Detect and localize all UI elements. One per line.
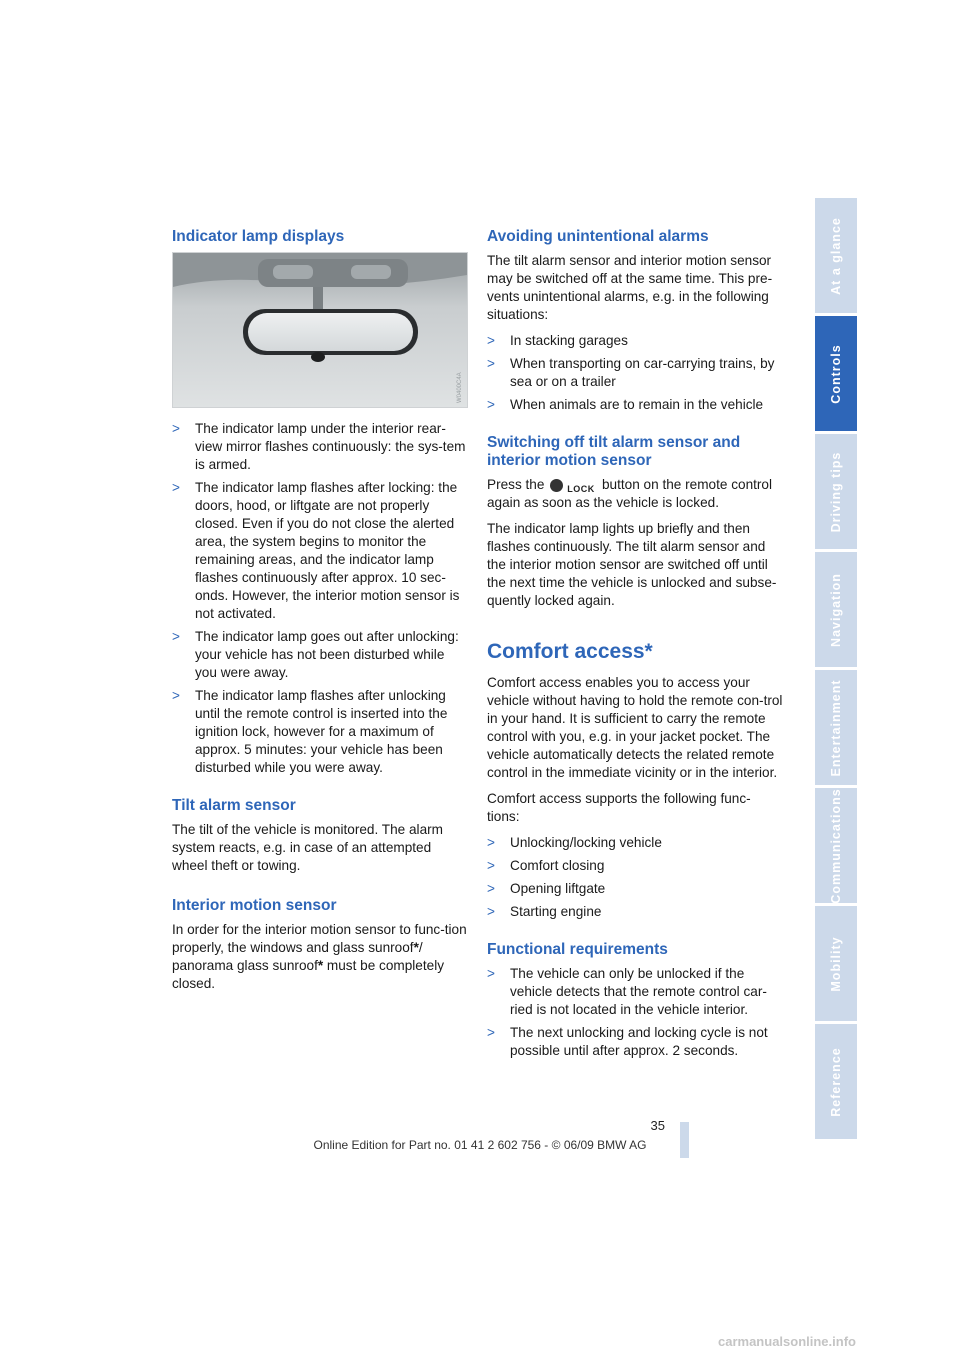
switch-off-text — [487, 476, 783, 512]
list-item — [172, 420, 468, 474]
motion-text-part: must be completely closed. — [172, 958, 445, 991]
figure-code: W0400C4A — [457, 372, 463, 403]
watermark: carmanualsonline.info — [718, 1334, 856, 1349]
list-item — [487, 332, 783, 350]
list-item — [172, 628, 468, 682]
bullet-marker: > — [487, 333, 495, 348]
switch-text-part: button on the remote control again as soon as the vehicle is locked. — [487, 477, 773, 510]
list-item-text: The indicator lamp goes out after unlocking: your vehicle has not been disturbed while you were away. — [195, 629, 459, 680]
tab-navigation[interactable] — [815, 552, 857, 667]
tab-label: Communications — [829, 787, 843, 904]
list-item — [487, 355, 783, 391]
avoid-alarms-heading: Avoiding unintentional alarms — [487, 228, 709, 245]
optional-star-2: * — [317, 958, 324, 973]
left-column — [172, 228, 468, 1001]
bullet-marker: > — [172, 480, 180, 495]
list-item-text: In stacking garages — [510, 333, 628, 348]
tab-driving-tips[interactable] — [815, 434, 857, 549]
functional-requirements-heading: Functional requirements — [487, 941, 668, 958]
motion-text-part: / panorama glass sunroof — [172, 940, 423, 973]
bullet-marker: > — [487, 858, 495, 873]
lock-button-icon — [550, 478, 596, 493]
tab-communications[interactable] — [815, 788, 857, 903]
bullet-marker: > — [487, 881, 495, 896]
tab-label: Reference — [829, 1046, 843, 1117]
indicator-lamp-list — [172, 420, 468, 777]
motion-sensor-heading: Interior motion sensor — [172, 897, 337, 914]
bullet-marker: > — [487, 397, 495, 412]
bullet-marker: > — [172, 688, 180, 703]
optional-star-1: * — [413, 940, 419, 955]
bullet-marker: > — [487, 904, 495, 919]
tab-entertainment[interactable] — [815, 670, 857, 785]
list-item-text: The indicator lamp flashes after unlocking until the remote control is inserted into the ignition lock, however for a maximum of approx. 5 minutes: your vehicle has been disturbed while you were away. — [195, 688, 448, 775]
avoid-alarms-list — [487, 332, 783, 414]
list-item-text: Comfort closing — [510, 858, 605, 873]
list-item — [487, 965, 783, 1019]
avoid-alarms-text: The tilt alarm sensor and interior motion sensor may be switched off at the same time. This pre-vents unintentional alarms, e.g. in the following situations: — [487, 253, 773, 322]
comfort-access-list — [487, 834, 783, 921]
bullet-marker: > — [487, 356, 495, 371]
bullet-marker: > — [487, 835, 495, 850]
tab-mobility[interactable] — [815, 906, 857, 1021]
list-item — [487, 834, 783, 852]
list-item-text: The vehicle can only be unlocked if the vehicle detects that the remote control car-ried is not located in the vehicle interior. — [510, 966, 767, 1017]
page-number: 35 — [650, 1118, 665, 1133]
list-item — [487, 903, 783, 921]
motion-text-part: In order for the interior motion sensor to func-tion properly, the windows and glass sunroof — [172, 922, 467, 955]
tab-label: Navigation — [829, 572, 843, 647]
list-item-text: The next unlocking and locking cycle is not possible until after approx. 2 seconds. — [510, 1025, 768, 1058]
bullet-marker: > — [487, 966, 495, 981]
list-item — [487, 1024, 783, 1060]
bullet-marker: > — [172, 629, 180, 644]
right-column — [487, 228, 783, 1066]
tilt-alarm-heading: Tilt alarm sensor — [172, 797, 296, 814]
mirror-illustration — [173, 253, 467, 407]
list-item-text: Starting engine — [510, 904, 602, 919]
remote-button-dot — [550, 479, 563, 492]
tab-label: Driving tips — [829, 451, 843, 532]
tab-label: Controls — [829, 343, 843, 404]
tab-label: Mobility — [829, 935, 843, 992]
tab-reference[interactable] — [815, 1024, 857, 1139]
list-item — [172, 479, 468, 623]
switch-text-part: Press the — [487, 477, 545, 492]
footer-edition-text: Online Edition for Part no. 01 41 2 602 756 - © 06/09 BMW AG — [313, 1138, 647, 1152]
list-item — [172, 687, 468, 777]
list-item — [487, 880, 783, 898]
lock-label: LOCK — [567, 483, 595, 494]
bullet-marker: > — [487, 1025, 495, 1040]
tab-controls[interactable] — [815, 316, 857, 431]
list-item-text: The indicator lamp flashes after locking: the doors, hood, or liftgate are not properly closed. Even if you do not close the alerted area, the system begins to monitor the remaining areas, and the indicator lamp flashes continuously after approx. 10 sec-onds. However, the interior motion sensor is not activated. — [195, 480, 460, 621]
tilt-alarm-text: The tilt of the vehicle is monitored. The alarm system reacts, e.g. in case of an attempted wheel theft or towing. — [172, 822, 443, 873]
comfort-access-text-1: Comfort access enables you to access your vehicle without having to hold the remote con-trol in your hand. It is sufficient to carry the remote control with you, e.g. in your jacket pocket. The vehicle automatically detects the related remote control in the immediate vicinity or in the interior. — [487, 675, 783, 780]
functional-requirements-list — [487, 965, 783, 1060]
comfort-access-text-2: Comfort access supports the following func-tions: — [487, 791, 751, 824]
bullet-marker: > — [172, 421, 180, 436]
list-item — [487, 857, 783, 875]
list-item-text: Opening liftgate — [510, 881, 606, 896]
indicator-lamp-heading: Indicator lamp displays — [172, 228, 345, 245]
switch-off-text-2: The indicator lamp lights up briefly and then flashes continuously. The tilt alarm sensor and the interior motion sensor are switched off until the next time the vehicle is unlocked and subse-quently locked again. — [487, 521, 777, 608]
motion-sensor-text — [172, 921, 468, 993]
list-item-text: When transporting on car-carrying trains, by sea or on a trailer — [510, 356, 775, 389]
rearview-mirror-image — [172, 252, 468, 408]
list-item — [487, 396, 783, 414]
tab-at-a-glance[interactable] — [815, 198, 857, 313]
section-sidebar — [815, 198, 857, 1142]
list-item-text: The indicator lamp under the interior rear-view mirror flashes continuously: the sys-tem is armed. — [195, 421, 466, 472]
list-item-text: When animals are to remain in the vehicle — [510, 397, 764, 412]
switch-off-heading: Switching off tilt alarm sensor and interior motion sensor — [487, 434, 741, 469]
tab-label: Entertainment — [829, 678, 843, 777]
comfort-access-heading: Comfort access* — [487, 640, 653, 663]
list-item-text: Unlocking/locking vehicle — [510, 835, 662, 850]
tab-label: At a glance — [829, 216, 843, 295]
